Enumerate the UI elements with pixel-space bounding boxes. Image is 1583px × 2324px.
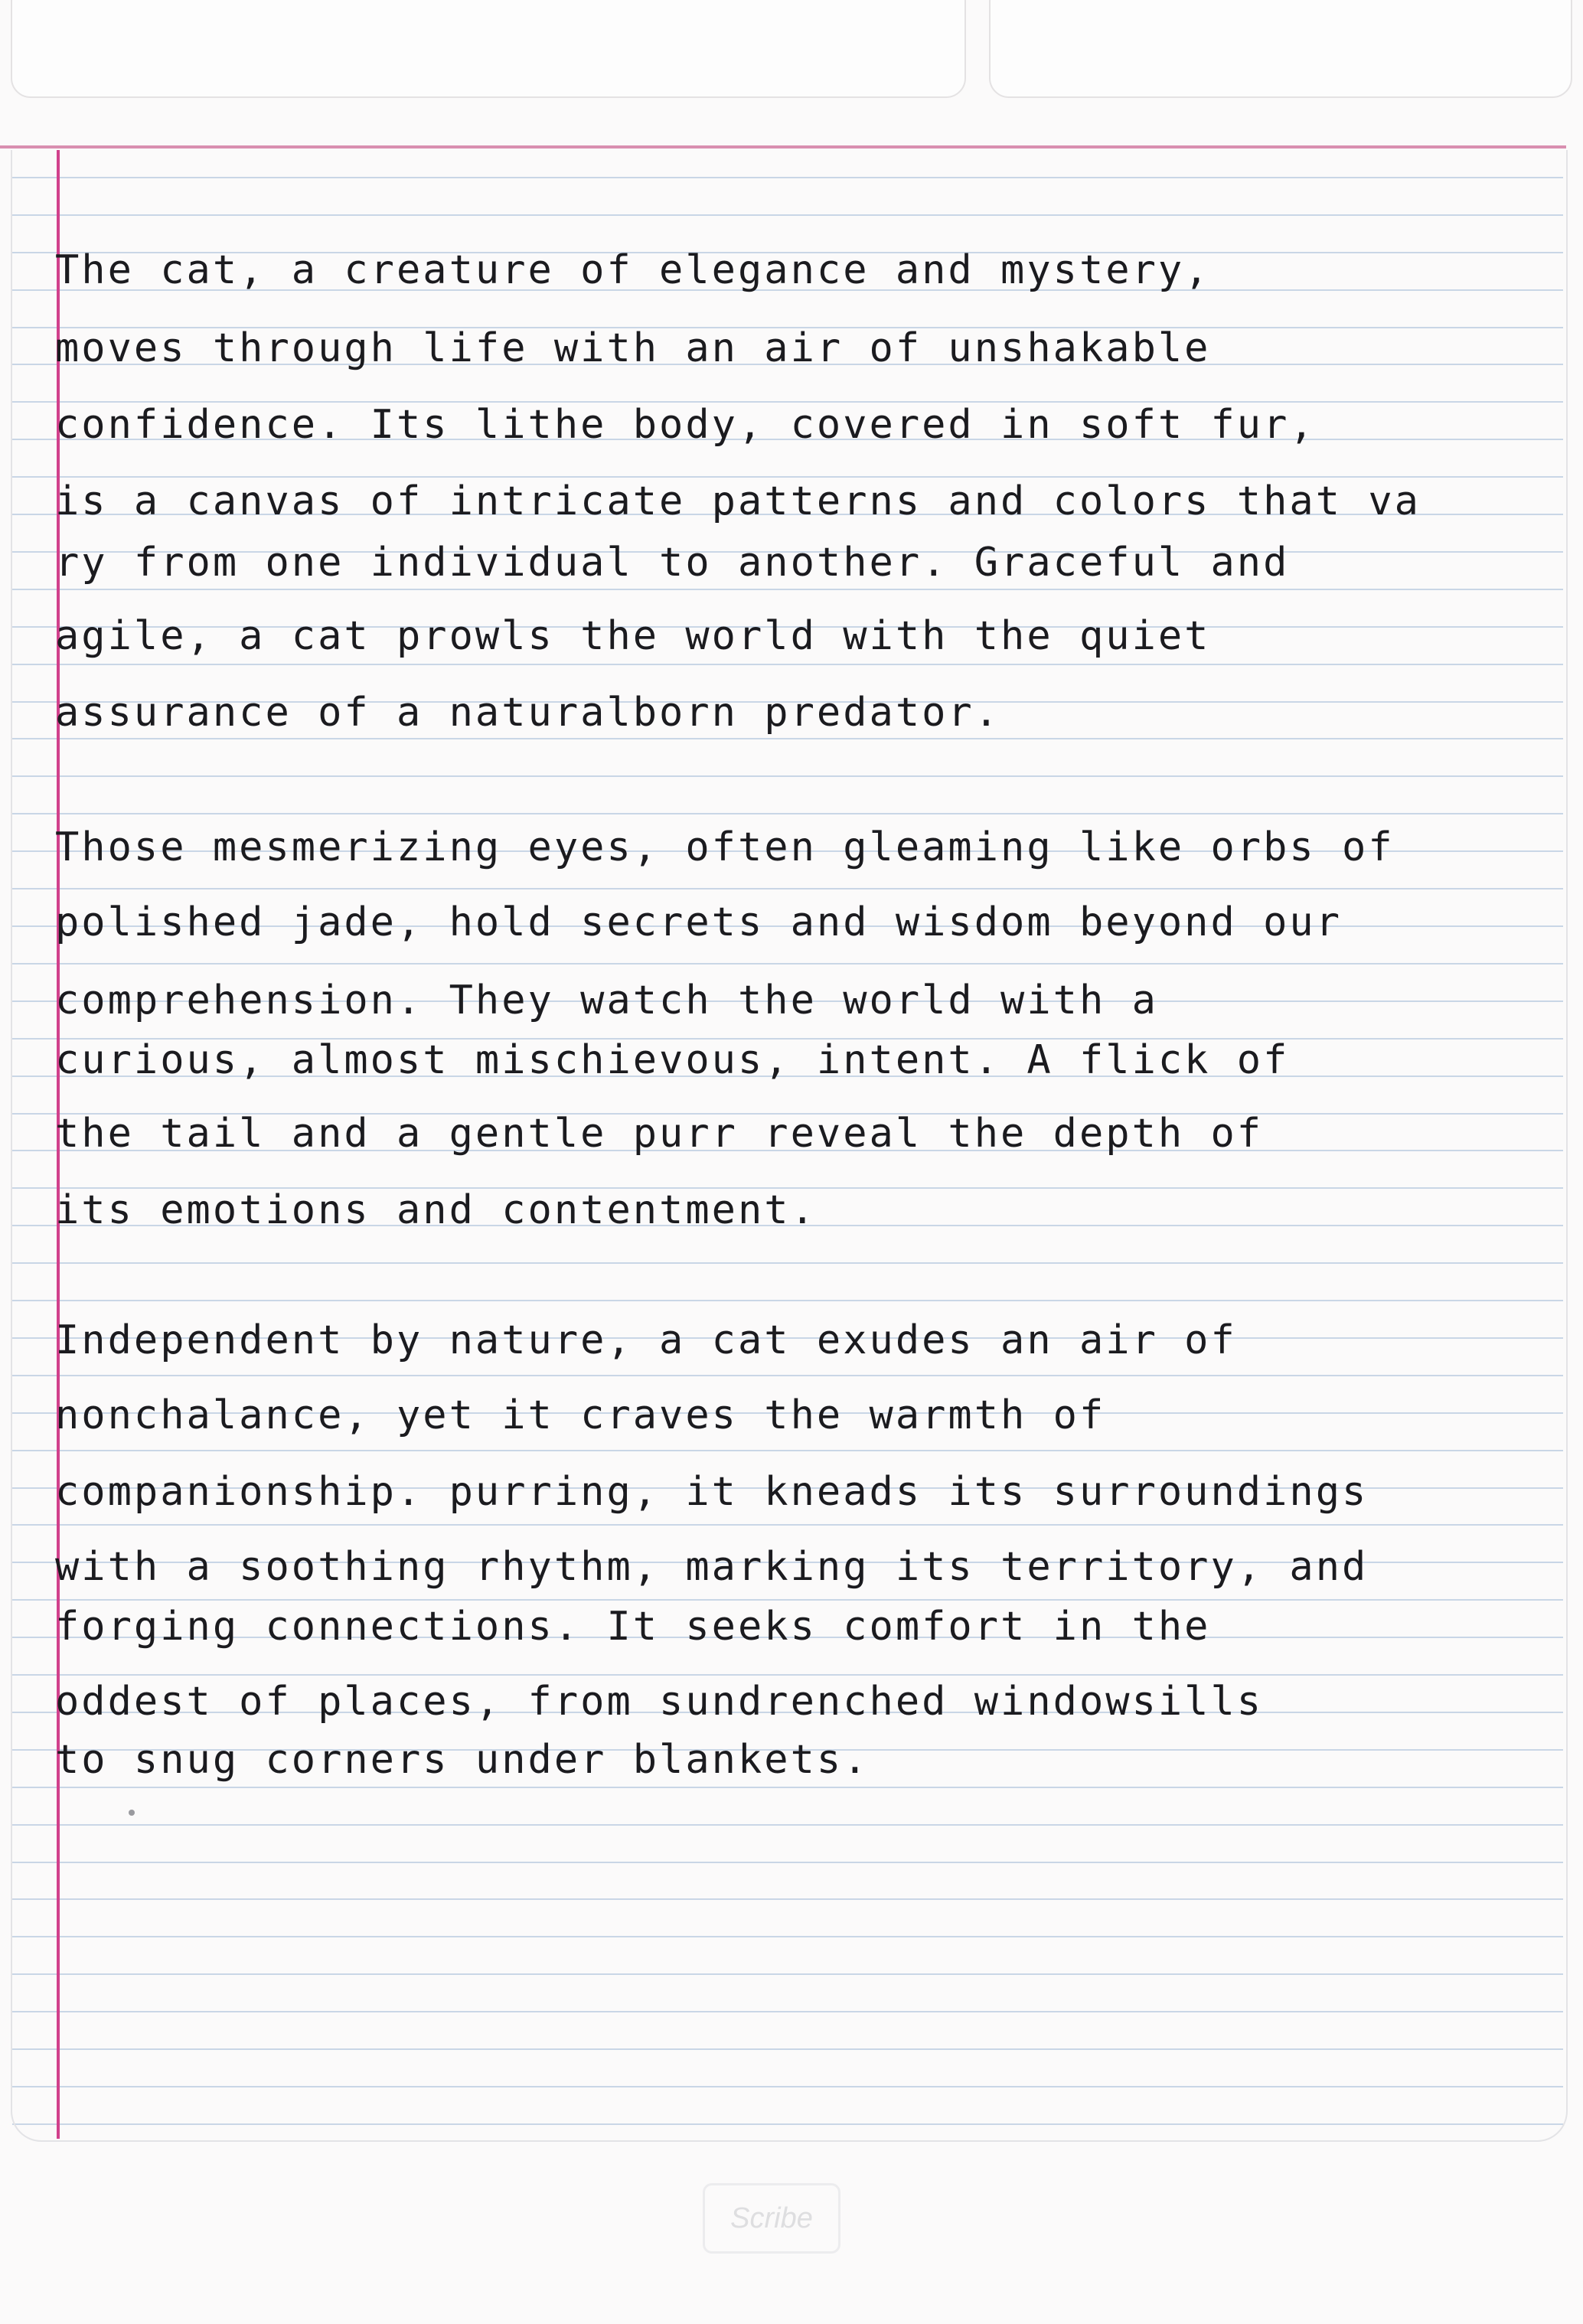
text-line: The cat, a creature of elegance and mystery, [55,247,1211,293]
text-line: assurance of a naturalborn predator. [55,690,1001,736]
text-line: forging connections. It seeks comfort in the [55,1604,1211,1650]
text-line: curious, almost mischievous, intent. A flick of [55,1037,1290,1083]
text-line: companionship. purring, it kneads its surroundings [55,1469,1369,1515]
text-line: comprehension. They watch the world with a [55,978,1158,1023]
text-line: Independent by nature, a cat exudes an air of [55,1317,1237,1363]
scribe-watermark: Scribe [703,2183,840,2254]
text-line: with a soothing rhythm, marking its territory, and [55,1544,1369,1590]
pen-dot [129,1810,135,1816]
text-line: ry from one individual to another. Graceful and [55,540,1290,586]
text-line: the tail and a gentle purr reveal the depth of [55,1111,1264,1157]
text-line: moves through life with an air of unshakable [55,325,1211,371]
text-line: oddest of places, from sundrenched windowsills [55,1679,1264,1725]
text-line: is a canvas of intricate patterns and colors that va [55,478,1421,524]
text-line: to snug corners under blankets. [55,1737,870,1783]
text-line: its emotions and contentment. [55,1187,817,1233]
text-line: polished jade, hold secrets and wisdom beyond our [55,899,1343,945]
text-line: agile, a cat prowls the world with the quiet [55,613,1211,659]
text-line: confidence. Its lithe body, covered in soft fur, [55,402,1316,448]
text-line: Those mesmerizing eyes, often gleaming like orbs of [55,824,1395,870]
text-line: nonchalance, yet it craves the warmth of [55,1392,1106,1438]
